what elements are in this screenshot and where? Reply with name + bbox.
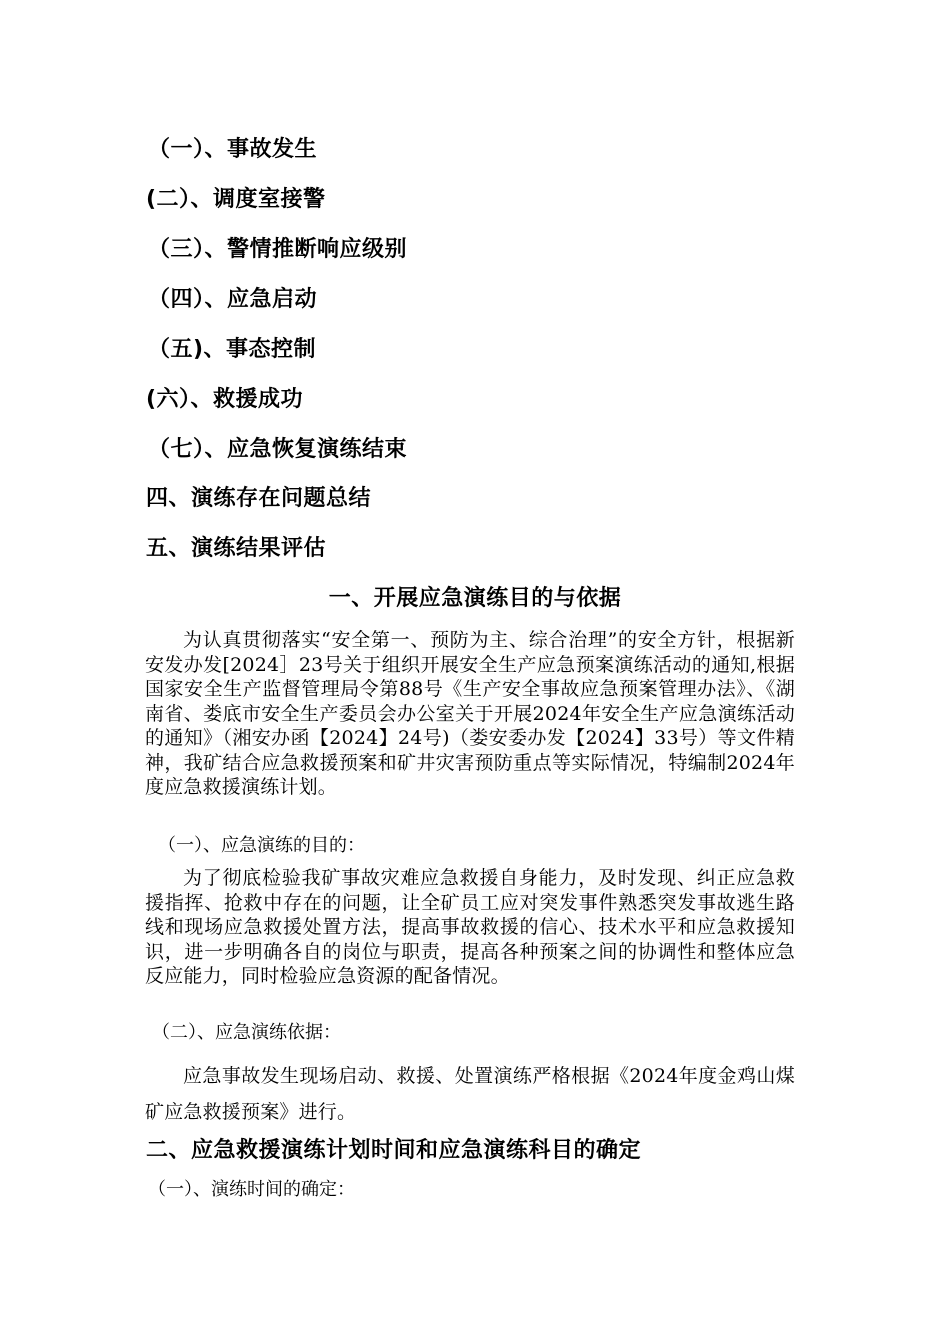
section1-sub1-title: （一）、应急演练的目的： xyxy=(158,835,365,856)
section2-heading: 二、应急救援演练计划时间和应急演练科目的确定 xyxy=(146,1138,642,1163)
section1-sub1-paragraph: 为了彻底检验我矿事故灾难应急救援自身能力，及时发现、纠正应急救援指挥、抢救中存在的问题，让全矿员工应对突发事件熟悉突发事故逃生路线和现场应急救援处置方法，提高事故救援的信心、技术水平和应急救援知识，进一步明确各自的岗位与职责，提高各种预案之间的协调性和整体应急反应能力，同时检验应急资源的配备情况。 xyxy=(145,867,795,987)
toc-item-emergency-start: （四）、应急启动 xyxy=(148,287,318,312)
section1-sub2-title: （二）、应急演练依据： xyxy=(152,1022,341,1043)
toc-item-recovery-end: （七）、应急恢复演练结束 xyxy=(148,437,408,462)
toc-item-response-level: （三）、警情推断响应级别 xyxy=(148,237,408,262)
section1-heading: 一、开展应急演练目的与依据 xyxy=(328,586,622,611)
toc-item-situation-control: （五)、事态控制 xyxy=(148,337,317,362)
toc-item-problem-summary: 四、演练存在问题总结 xyxy=(146,486,372,511)
section1-sub2-paragraph: 应急事故发生现场启动、救援、处置演练严格根据《2024年度金鸡山煤矿应急救援预案》进行。 xyxy=(145,1065,795,1123)
section2-sub1-title: （一）、演练时间的确定： xyxy=(148,1179,355,1200)
toc-item-dispatch-alarm: (二）、调度室接警 xyxy=(146,187,326,212)
toc-item-accident-occurs: （一）、事故发生 xyxy=(148,137,318,162)
toc-item-rescue-success: (六）、救援成功 xyxy=(146,387,304,412)
toc-item-result-evaluation: 五、演练结果评估 xyxy=(146,536,327,561)
section1-intro-paragraph: 为认真贯彻落实“安全第一、预防为主、综合治理”的安全方针，根据新安发办发[2024］23号关于组织开展安全生产应急预案演练活动的通知,根据国家安全生产监督管理局令第88号《生产安全事故应急预案管理办法》、《湖南省、娄底市安全生产委员会办公室关于开展2024年安全生产应急演练活动的通知》（湘安办函【2024】24号)（娄安委办发【2024】33号）等文件精神，我矿结合应急救援预案和矿井灾害预防重点等实际情况，特编制2024年度应急救援演练计划。 xyxy=(145,629,795,798)
